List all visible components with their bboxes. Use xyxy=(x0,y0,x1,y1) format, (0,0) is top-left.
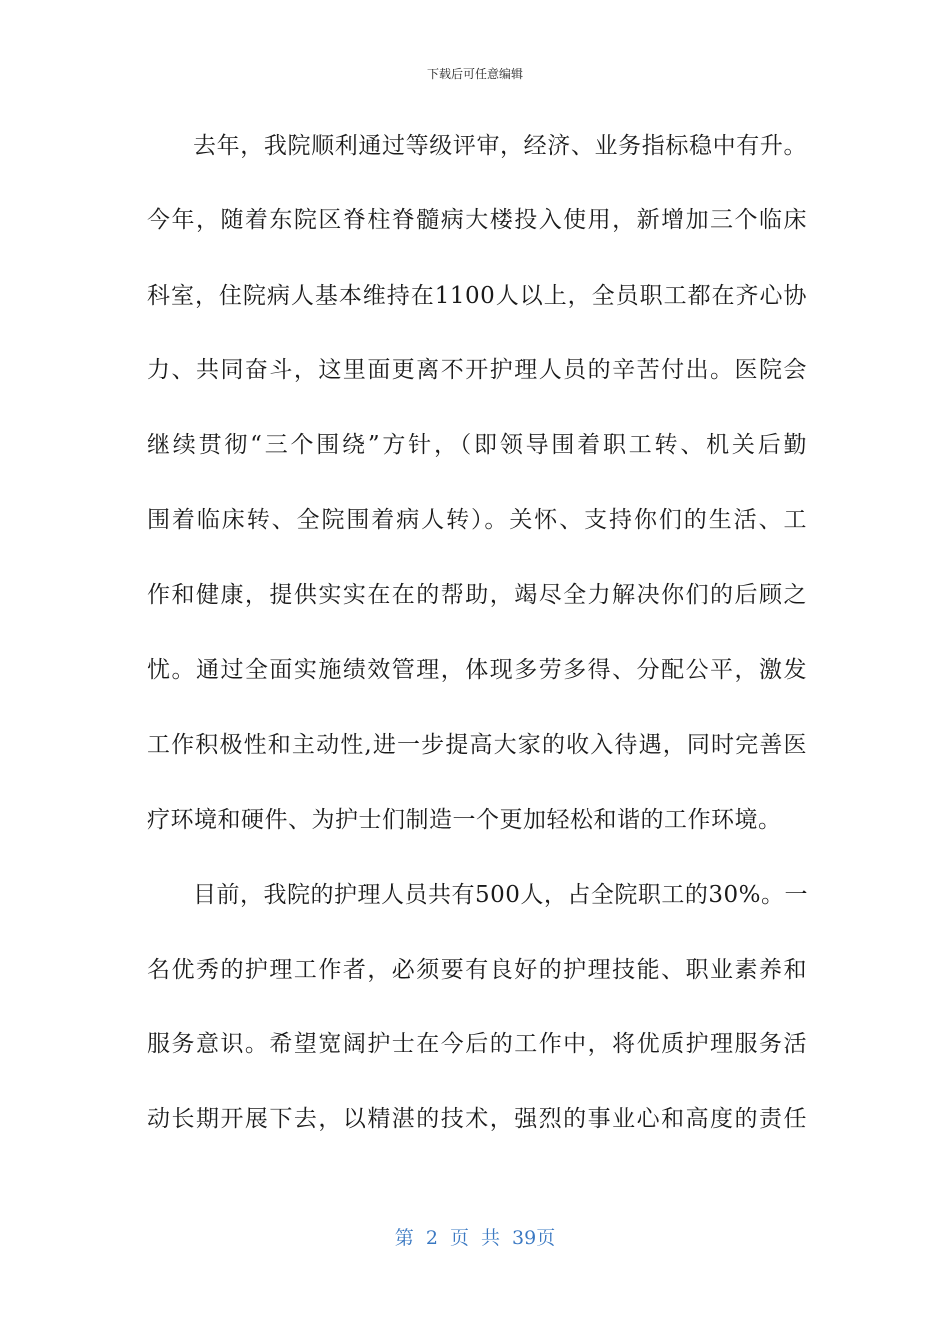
paragraph-1-line-6: 围着临床转、全院围着病人转）。关怀、支持你们的生活、工 xyxy=(147,507,807,533)
paragraph-2-line-1: 目前，我院的护理人员共有500人，占全院职工的30%。一 xyxy=(193,882,809,908)
paragraph-1-line-1: 去年，我院顺利通过等级评审，经济、业务指标稳中有升。 xyxy=(193,133,807,159)
paragraph-1-line-2: 今年，随着东院区脊柱脊髓病大楼投入使用，新增加三个临床 xyxy=(147,207,807,233)
paragraph-1-line-4: 力、共同奋斗，这里面更离不开护理人员的辛苦付出。医院会 xyxy=(147,357,807,383)
paragraph-2-line-4: 动长期开展下去，以精湛的技术，强烈的事业心和高度的责任 xyxy=(147,1106,807,1132)
paragraph-1-line-3: 科室，住院病人基本维持在1100人以上，全员职工都在齐心协 xyxy=(147,283,807,309)
page-number: 第 2 页 共 39页 xyxy=(394,1227,556,1249)
paragraph-1-line-9: 工作积极性和主动性,进一步提高大家的收入待遇，同时完善医 xyxy=(147,732,807,758)
paragraph-1-line-5: 继续贯彻“三个围绕”方针，（即领导围着职工转、机关后勤 xyxy=(147,432,807,458)
paragraph-1-line-10: 疗环境和硬件、为护士们制造一个更加轻松和谐的工作环境。 xyxy=(147,807,782,833)
paragraph-1-line-7: 作和健康，提供实实在在的帮助，竭尽全力解决你们的后顾之 xyxy=(147,582,807,608)
paragraph-2-line-3: 服务意识。希望宽阔护士在今后的工作中，将优质护理服务活 xyxy=(147,1031,807,1057)
paragraph-2-line-2: 名优秀的护理工作者，必须要有良好的护理技能、职业素养和 xyxy=(147,957,807,983)
header-note: 下载后可任意编辑 xyxy=(426,67,523,81)
paragraph-1-line-8: 忧。通过全面实施绩效管理，体现多劳多得、分配公平，激发 xyxy=(147,657,807,683)
